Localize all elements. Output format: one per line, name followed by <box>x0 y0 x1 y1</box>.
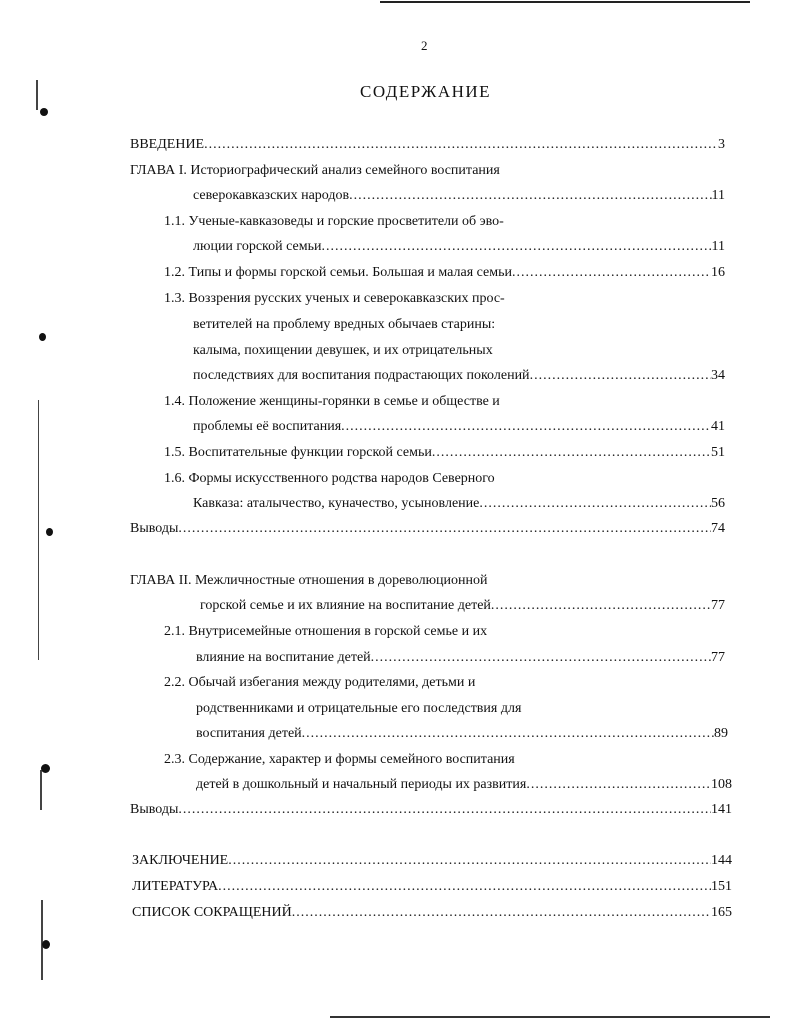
toc-entry-page: 165 <box>711 905 732 920</box>
dot-leader <box>479 495 711 513</box>
toc-section-1-3-title: 1.3. Воззрения русских ученых и северокавказских прос- <box>164 291 505 306</box>
toc-entry-label: Выводы <box>130 521 179 536</box>
scan-punch-mark <box>40 108 48 116</box>
toc-entry-section-1-5[interactable] <box>164 444 725 462</box>
toc-entry-intro[interactable] <box>130 136 725 154</box>
dot-leader <box>204 136 718 154</box>
toc-entry-label: ЗАКЛЮЧЕНИЕ <box>132 853 229 868</box>
toc-entry-page: 11 <box>711 239 725 254</box>
scan-left-line <box>40 770 42 810</box>
dot-leader <box>228 852 711 870</box>
toc-entry-page: 151 <box>711 879 732 894</box>
dot-leader <box>526 776 711 794</box>
toc-entry-page: 141 <box>711 802 732 817</box>
toc-section-1-4-title: 1.4. Положение женщины-горянки в семье и обществе и <box>164 394 500 409</box>
toc-entry-section-1-6[interactable] <box>193 495 725 513</box>
dot-leader <box>321 238 711 256</box>
toc-entry-page: 108 <box>711 777 732 792</box>
toc-entry-page: 51 <box>711 445 725 460</box>
toc-entry-conclusions-1[interactable] <box>130 520 725 538</box>
toc-entry-label: ВВЕДЕНИЕ <box>130 137 205 152</box>
toc-entry-page: 77 <box>711 598 725 613</box>
scan-punch-mark <box>46 528 53 536</box>
toc-entry-label: воспитания детей <box>196 726 302 741</box>
toc-entry-label: 1.2. Типы и формы горской семьи. Большая и малая семьи <box>164 265 512 280</box>
dot-leader <box>178 520 711 538</box>
toc-section-1-6-title: 1.6. Формы искусственного родства народов Северного <box>164 471 495 486</box>
toc-entry-section-1-4[interactable] <box>193 418 725 436</box>
toc-section-1-3-line: калыма, похищении девушек, и их отрицательных <box>193 343 493 358</box>
dot-leader <box>178 801 711 819</box>
toc-entry-page: 3 <box>718 137 725 152</box>
toc-chapter-2-title: ГЛАВА II. Межличностные отношения в дореволюционной <box>130 573 488 588</box>
toc-entry-conclusions-2[interactable] <box>130 801 732 819</box>
dot-leader <box>302 725 714 743</box>
toc-entry-label: влияние на воспитание детей <box>196 650 371 665</box>
toc-entry-page: 34 <box>711 368 725 383</box>
dot-leader <box>491 597 711 615</box>
toc-entry-conclusion[interactable] <box>132 852 732 870</box>
toc-entry-page: 77 <box>711 650 725 665</box>
toc-entry-section-2-1[interactable] <box>196 649 725 667</box>
dot-leader <box>371 649 711 667</box>
toc-section-2-2-title: 2.2. Обычай избегания между родителями, детьми и <box>164 675 476 690</box>
toc-entry-label: последствиях для воспитания подрастающих поколений <box>193 368 530 383</box>
toc-entry-chapter-1[interactable] <box>193 187 725 205</box>
toc-entry-label: ЛИТЕРАТУРА <box>132 879 219 894</box>
toc-entry-literature[interactable] <box>132 878 732 896</box>
toc-section-1-1-title: 1.1. Ученые-кавказоведы и горские просветители об эво- <box>164 214 504 229</box>
toc-section-2-3-title: 2.3. Содержание, характер и формы семейного воспитания <box>164 752 515 767</box>
toc-section-2-2-line: родственниками и отрицательные его последствия для <box>196 701 522 716</box>
dot-leader <box>530 367 711 385</box>
toc-section-2-1-title: 2.1. Внутрисемейные отношения в горской семье и их <box>164 624 488 639</box>
toc-entry-label: детей в дошкольный и начальный периоды их развития <box>196 777 527 792</box>
toc-entry-label: северокавказских народов <box>193 188 350 203</box>
dot-leader <box>512 264 711 282</box>
toc-entry-chapter-2[interactable] <box>200 597 725 615</box>
toc-entry-label: 1.5. Воспитательные функции горской семьи <box>164 445 432 460</box>
dot-leader <box>341 418 711 436</box>
toc-entry-page: 16 <box>711 265 725 280</box>
toc-entry-label: люции горской семьи <box>193 239 322 254</box>
toc-entry-page: 11 <box>711 188 725 203</box>
scan-top-rule <box>380 1 750 3</box>
toc-entry-label: Выводы <box>130 802 179 817</box>
toc-entry-section-2-3[interactable] <box>196 776 732 794</box>
toc-entry-page: 144 <box>711 853 732 868</box>
scan-punch-mark <box>39 333 46 341</box>
toc-entry-section-1-1[interactable] <box>193 238 725 256</box>
dot-leader <box>349 187 711 205</box>
toc-entry-section-2-2[interactable] <box>196 725 728 743</box>
toc-entry-page: 41 <box>711 419 725 434</box>
toc-entry-label: СПИСОК СОКРАЩЕНИЙ <box>132 905 292 920</box>
scan-left-line <box>36 80 38 110</box>
toc-entry-page: 56 <box>711 496 725 511</box>
dot-leader <box>292 904 711 922</box>
scan-bottom-rule <box>330 1016 770 1018</box>
page-number: 2 <box>421 38 428 53</box>
toc-chapter-1-title: ГЛАВА I. Историографический анализ семейного воспитания <box>130 163 500 178</box>
toc-entry-page: 74 <box>711 521 725 536</box>
toc-entry-abbreviations[interactable] <box>132 904 732 922</box>
dot-leader <box>218 878 711 896</box>
scan-punch-mark <box>42 940 50 949</box>
toc-entry-label: Кавказа: аталычество, куначество, усыновление <box>193 496 480 511</box>
toc-entry-section-1-3[interactable] <box>193 367 725 385</box>
toc-entry-page: 89 <box>714 726 728 741</box>
dot-leader <box>432 444 711 462</box>
toc-entry-label: проблемы её воспитания <box>193 419 342 434</box>
toc-entry-section-1-2[interactable] <box>164 264 725 282</box>
page-title: СОДЕРЖАНИЕ <box>360 82 492 101</box>
toc-section-1-3-line: ветителей на проблему вредных обычаев старины: <box>193 317 496 332</box>
scan-left-line <box>38 400 39 660</box>
toc-entry-label: горской семье и их влияние на воспитание детей <box>200 598 491 613</box>
scan-punch-mark <box>41 764 50 773</box>
